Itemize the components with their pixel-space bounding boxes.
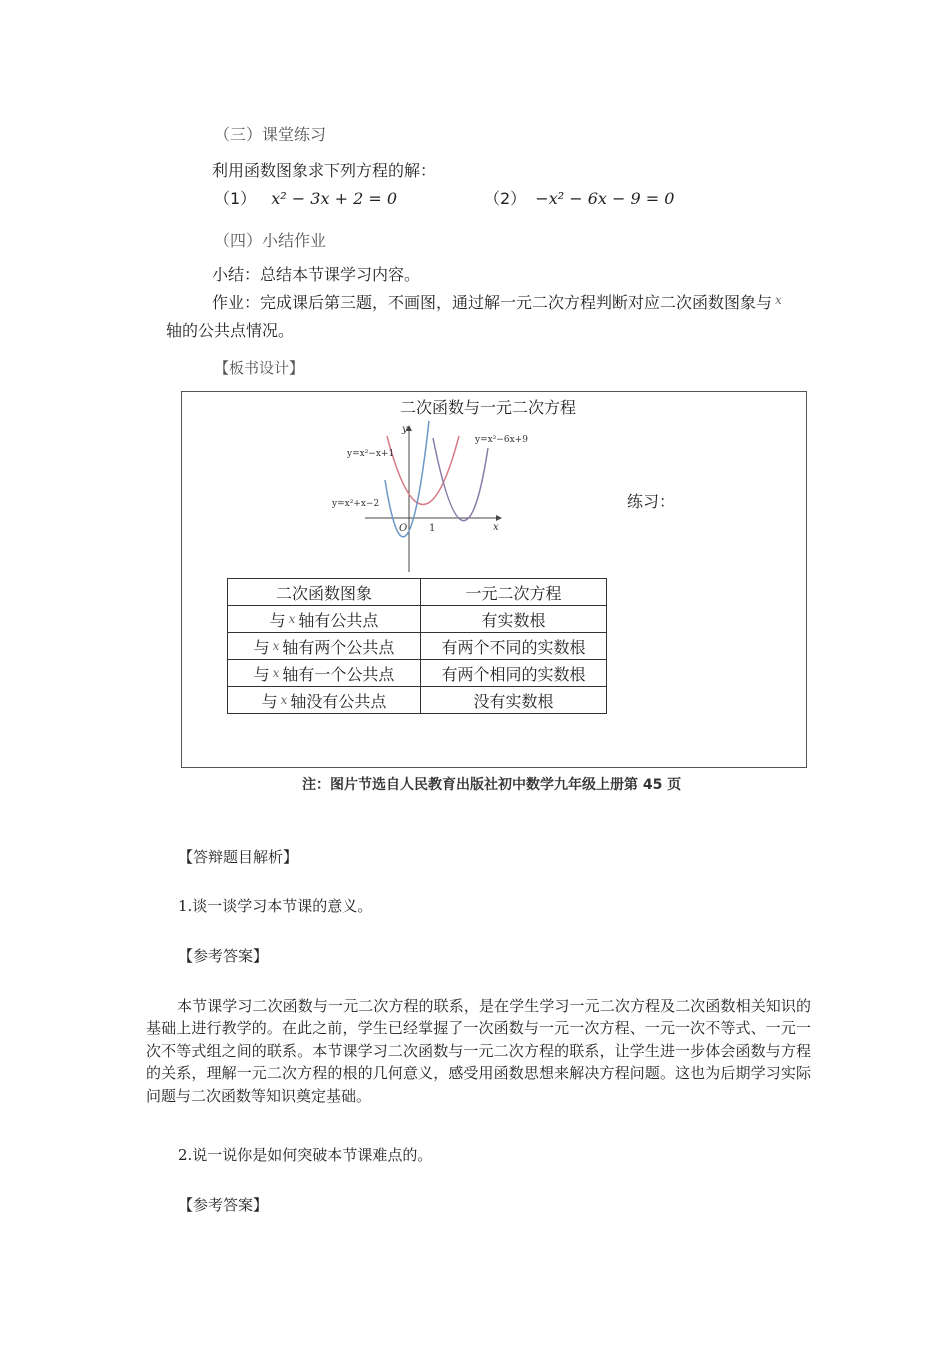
table-cell	[228, 606, 421, 633]
answer-1-paragraph: 本节课学习二次函数与一元二次方程的联系，是在学生学习一元二次方程及二次函数相关知识的基础上进行教学的。在此之前，学生已经掌握了一次函数与一元一次方程、一元一次不等式、一元一次不等式组之间的联系。本节课学习二次函数与一元二次方程的联系，让学生进一步体会函数与方程的关系，理解一元二次方程的根的几何意义，感受用函数思想来解决方程问题。这也为后期学习实际问题与二次函数等知识奠定基础。	[146, 997, 811, 1105]
label-x2-minus-6x-plus-9: y=x²−6x+9	[475, 435, 528, 445]
summary-line-3: 轴的公共点情况。	[166, 321, 295, 340]
x-symbol: x	[272, 638, 280, 653]
board-practice-label: 练习：	[627, 492, 676, 511]
equation-2-expression: −x² − 6x − 9 = 0	[535, 189, 675, 208]
curve-x2-plus-x-minus-2	[385, 421, 429, 537]
reference-answer-heading-2: 【参考答案】	[178, 1196, 269, 1214]
homework-text: 作业：完成课后第三题，不画图，通过解一元二次方程判断对应二次函数图象与	[212, 293, 773, 312]
cell-text: 与	[261, 691, 278, 711]
cell-text: 轴有两个公共点	[282, 637, 395, 657]
table-row	[228, 633, 607, 660]
table-cell: 有实数根	[421, 606, 607, 633]
label-x2-plus-x-minus-2: y=x²+x−2	[332, 499, 380, 509]
x-axis-label: x	[493, 522, 499, 533]
table-cell	[228, 687, 421, 714]
equation-1	[214, 186, 397, 209]
question-2: 2.说一说你是如何突破本节课难点的。	[178, 1146, 433, 1164]
cell-text: 与	[253, 637, 270, 657]
table-header-row	[228, 579, 607, 606]
table-cell	[228, 633, 421, 660]
table-cell: 没有实数根	[421, 687, 607, 714]
tick-one-label: 1	[429, 523, 436, 534]
question-1: 1.谈一谈学习本节课的意义。	[178, 897, 373, 915]
table-row	[228, 606, 607, 633]
table-header-cell: 一元二次方程	[421, 579, 607, 606]
equation-1-expression: x² − 3x + 2 = 0	[271, 189, 398, 208]
x-symbol: x	[288, 611, 296, 626]
equation-2-number: （2）	[484, 189, 527, 208]
summary-heading: （四）小结作业	[214, 231, 327, 250]
label-x2-minus-x-plus-1: y=x²−x+1	[347, 449, 395, 459]
analysis-heading: 【答辩题目解析】	[178, 848, 299, 866]
comparison-table	[227, 578, 607, 714]
table-cell	[228, 660, 421, 687]
table-row	[228, 660, 607, 687]
board-title: 二次函数与一元二次方程	[400, 398, 577, 417]
function-graph	[325, 418, 545, 578]
cell-text: 轴有公共点	[298, 610, 379, 630]
x-symbol: x	[272, 665, 280, 680]
cell-text: 与	[253, 664, 270, 684]
equation-2	[484, 186, 674, 209]
curve-x2-minus-6x-plus-9	[433, 438, 488, 521]
practice-intro: 利用函数图象求下列方程的解：	[212, 161, 437, 180]
cell-text: 轴有一个公共点	[282, 664, 395, 684]
cell-text: 轴没有公共点	[290, 691, 387, 711]
summary-line-1: 小结：总结本节课学习内容。	[212, 265, 421, 284]
origin-label: O	[399, 523, 408, 534]
table-row	[228, 687, 607, 714]
practice-heading: （三）课堂练习	[214, 125, 327, 144]
x-symbol: x	[280, 692, 288, 707]
table-header-cell: 二次函数图象	[228, 579, 421, 606]
table-cell: 有两个不同的实数根	[421, 633, 607, 660]
cell-text: 与	[269, 610, 286, 630]
table-cell: 有两个相同的实数根	[421, 660, 607, 687]
summary-line-2	[212, 290, 782, 313]
board-design-heading: 【板书设计】	[214, 359, 305, 377]
source-note: 注：图片节选自人民教育出版社初中数学九年级上册第 45 页	[302, 777, 682, 793]
y-axis-label: y	[402, 424, 408, 435]
equation-1-number: （1）	[214, 189, 257, 208]
homework-x-symbol: x	[775, 293, 782, 307]
reference-answer-heading-1: 【参考答案】	[178, 947, 269, 965]
